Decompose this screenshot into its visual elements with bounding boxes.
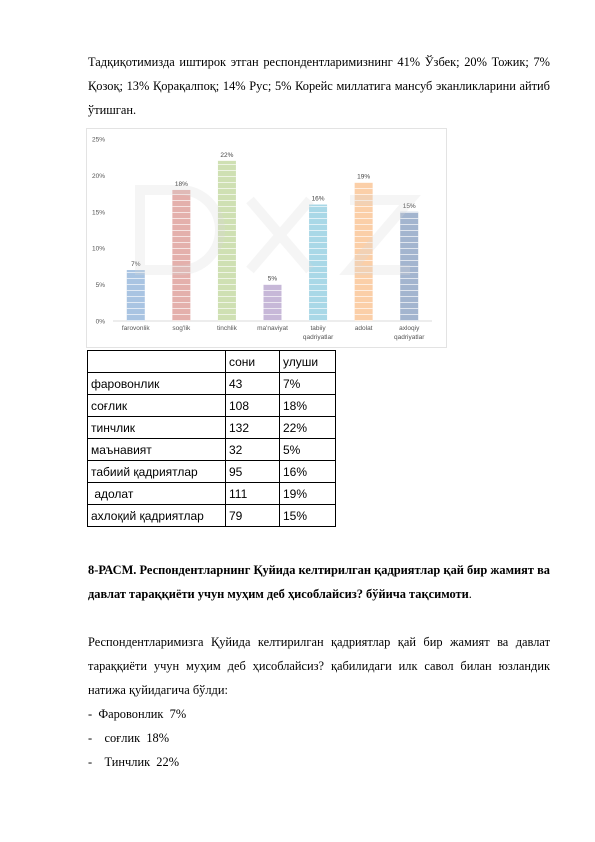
y-tick-label: 15% — [91, 209, 105, 217]
list-item: - Фаровонлик 7% — [88, 707, 187, 721]
table-cell: 19% — [280, 483, 336, 505]
y-tick-label: 20% — [91, 172, 105, 180]
table-header-row — [88, 351, 336, 373]
table-cell: тинчлик — [88, 417, 226, 439]
bar-value-label: 7% — [131, 261, 141, 269]
table-cell: адолат — [88, 483, 226, 505]
table-cell: 32 — [226, 439, 280, 461]
table-cell: табиий қадриятлар — [88, 461, 226, 483]
table-row — [88, 395, 336, 417]
bar-stripes — [172, 190, 190, 321]
intro-paragraph — [88, 50, 550, 122]
bar-stripes — [355, 183, 373, 321]
table-cell: соғлик — [88, 395, 226, 417]
x-tick-label: sog'lik — [172, 325, 191, 332]
results-list — [88, 702, 186, 774]
table-cell: 5% — [280, 439, 336, 461]
list-item: - Тинчлик 22% — [88, 755, 180, 769]
bar-value-label: 5% — [267, 275, 278, 283]
y-tick-label: 5% — [95, 282, 105, 290]
caption-bold: 8-РАСМ. Респондентларнинг Қуйида келтирилган қадриятлар қай бир жамият ва давлат тараққиёти учун муҳим деб ҳисоблайсиз? бўйича тақсимоти — [88, 563, 550, 601]
bar-stripes — [127, 270, 145, 321]
table-row — [88, 417, 336, 439]
x-tick-label: qadriyatlar — [394, 334, 425, 341]
table-cell: маънавият — [88, 439, 226, 461]
bar-value-label: 15% — [402, 202, 416, 210]
x-tick-label: tinchlik — [216, 325, 237, 332]
caption-tail: . — [468, 587, 472, 601]
bar-value-label: 19% — [357, 173, 371, 181]
table-cell: 16% — [280, 461, 336, 483]
table-cell: 132 — [226, 417, 280, 439]
bar-value-label: 18% — [174, 180, 188, 188]
table-cell: 108 — [226, 395, 280, 417]
table-header-cell: улуши — [280, 351, 336, 373]
bar-chart-svg — [87, 129, 446, 347]
bar-stripes — [309, 205, 327, 321]
table-cell: 15% — [280, 505, 336, 527]
y-tick-label: 10% — [91, 245, 105, 253]
bar-stripes — [264, 285, 282, 321]
intro-text: Тадқиқотимизда иштирок этган респондентларимизнинг 41% Ўзбек; 20% Тожик; 7% Қозоқ; 13% Қорақалпоқ; 14% Рус; 5% Корейс миллатига мансуб эканликларини айтиб ўтишган. — [88, 55, 550, 117]
values-table — [87, 350, 336, 527]
table-cell: 7% — [280, 373, 336, 395]
table-row — [88, 461, 336, 483]
figure-caption — [88, 558, 550, 606]
table-cell: 18% — [280, 395, 336, 417]
table-cell: 95 — [226, 461, 280, 483]
x-tick-label: farovonlik — [121, 325, 150, 332]
y-tick-label: 0% — [95, 318, 105, 326]
x-tick-label: qadriyatlar — [302, 334, 334, 341]
table-header-cell: сони — [226, 351, 280, 373]
table-row — [88, 505, 336, 527]
list-item: - соғлик 18% — [88, 731, 170, 745]
second-paragraph — [88, 630, 550, 702]
table-row — [88, 439, 336, 461]
table-cell: ахлоқий қадриятлар — [88, 505, 226, 527]
table-cell: 22% — [280, 417, 336, 439]
x-tick-label: adolat — [354, 325, 373, 332]
bar-chart — [86, 128, 447, 348]
x-tick-label: ma'naviyat — [257, 325, 288, 332]
x-tick-label: axloqiy — [399, 325, 420, 332]
table-cell: 111 — [226, 483, 280, 505]
table-cell: фаровонлик — [88, 373, 226, 395]
bar-value-label: 16% — [311, 195, 325, 203]
table-cell: 79 — [226, 505, 280, 527]
table-cell: 43 — [226, 373, 280, 395]
table-row — [88, 373, 336, 395]
second-paragraph-text: Респондентларимизга Қуйида келтирилган қадриятлар қай бир жамият ва давлат тараққиёти учун муҳим деб ҳисоблайсиз? қабилидаги илк савол билан юзландик натижа қуйидагича бўлди: — [88, 635, 550, 697]
y-tick-label: 25% — [91, 136, 105, 144]
bar-value-label: 22% — [220, 151, 234, 159]
bar-stripes — [400, 212, 418, 321]
table-row — [88, 483, 336, 505]
x-tick-label: tabiiy — [310, 325, 326, 332]
table-header-cell — [88, 351, 226, 373]
bar-stripes — [218, 161, 236, 321]
